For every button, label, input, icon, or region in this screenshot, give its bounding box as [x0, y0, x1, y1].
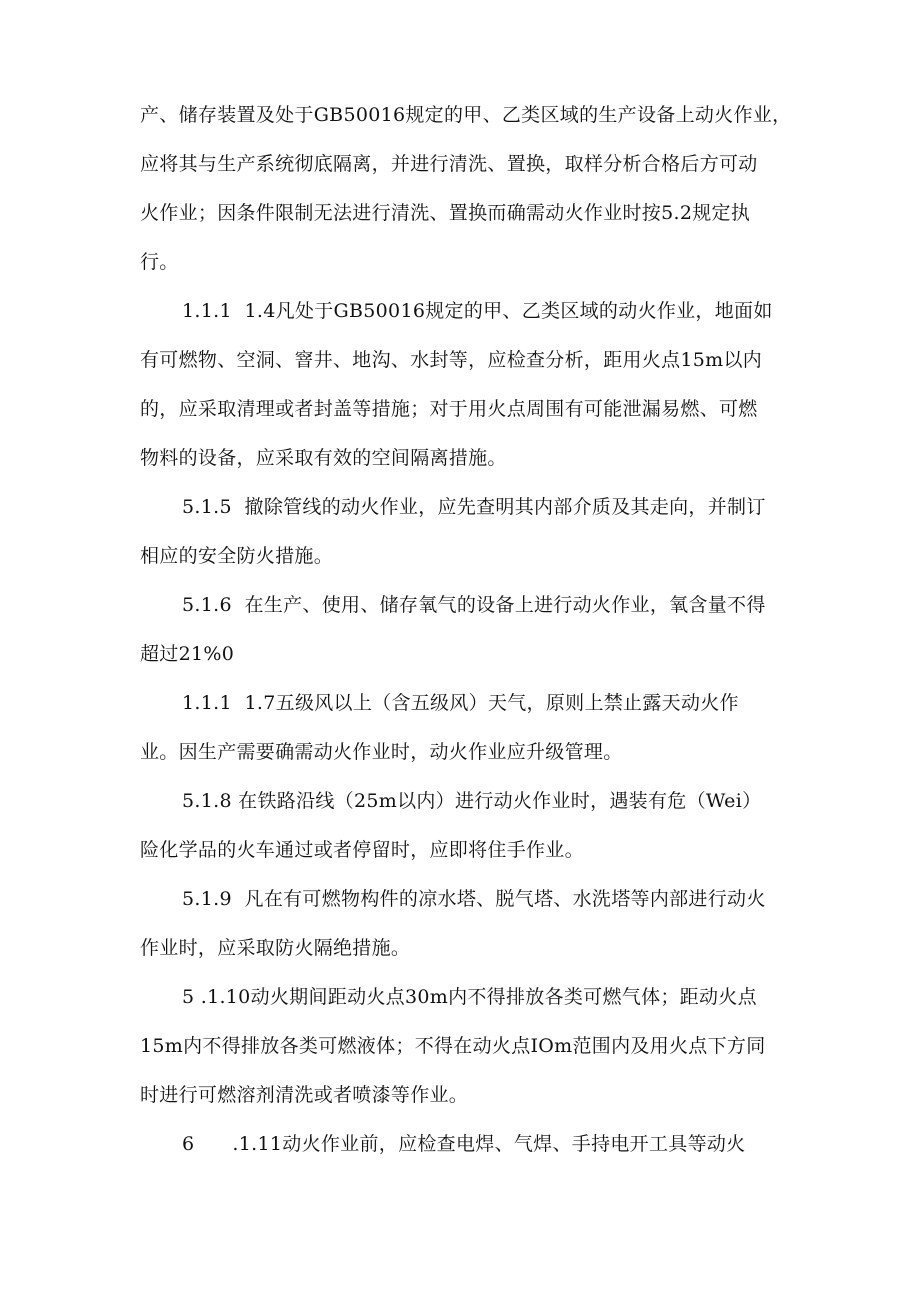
text-line: 行。 — [140, 251, 179, 273]
text-line: 1.1.1 1.7五级风以上（含五级风）天气，原则上禁止露天动火作 — [182, 692, 739, 714]
text-line: 作业时，应采取防火隔绝措施。 — [140, 937, 411, 959]
text-line: 5.1.5 撤除管线的动火作业，应先查明其内部介质及其走向，并制订 — [182, 496, 766, 518]
text-line: 应将其与生产系统彻底隔离，并进行清洗、置换，取样分析合格后方可动 — [140, 153, 758, 175]
text-line: 5.1.6 在生产、使用、储存氧气的设备上进行动火作业，氧含量不得 — [182, 594, 766, 616]
text-line: 1.1.1 1.4凡处于GB50016规定的甲、乙类区域的动火作业，地面如 — [182, 300, 773, 322]
text-line: 险化学品的火车通过或者停留时，应即将住手作业。 — [140, 839, 584, 861]
text-line: 火作业；因条件限制无法进行清洗、置换而确需动火作业时按5.2规定执 — [140, 202, 751, 224]
text-line: 5 .1.10动火期间距动火点30m内不得排放各类可燃气体；距动火点 — [182, 986, 757, 1008]
text-line: 的，应采取清理或者封盖等措施；对于用火点周围有可能泄漏易燃、可燃 — [140, 398, 758, 420]
text-line: 5.1.8 在铁路沿线（25m以内）进行动火作业时，遇装有危（Wei） — [182, 790, 762, 812]
text-line: 产、储存装置及处于GB50016规定的甲、乙类区域的生产设备上动火作业， — [140, 104, 792, 126]
text-line: 6 .1.11动火作业前，应检查电焊、气焊、手持电开工具等动火 — [182, 1133, 746, 1155]
text-line: 超过21%0 — [140, 643, 235, 665]
text-line: 物料的设备，应采取有效的空间隔离措施。 — [140, 447, 507, 469]
text-line: 时进行可燃溶剂清洗或者喷漆等作业。 — [140, 1084, 469, 1106]
text-line: 有可燃物、空洞、窨井、地沟、水封等，应检查分析，距用火点15m以内 — [140, 349, 763, 371]
text-line: 5.1.9 凡在有可燃物构件的凉水塔、脱气塔、水洗塔等内部进行动火 — [182, 888, 766, 910]
text-line: 相应的安全防火措施。 — [140, 545, 334, 567]
text-line: 业。因生产需要确需动火作业时，动火作业应升级管理。 — [140, 741, 623, 763]
text-line: 15m内不得排放各类可燃液体；不得在动火点IOm范围内及用火点下方同 — [140, 1035, 766, 1057]
